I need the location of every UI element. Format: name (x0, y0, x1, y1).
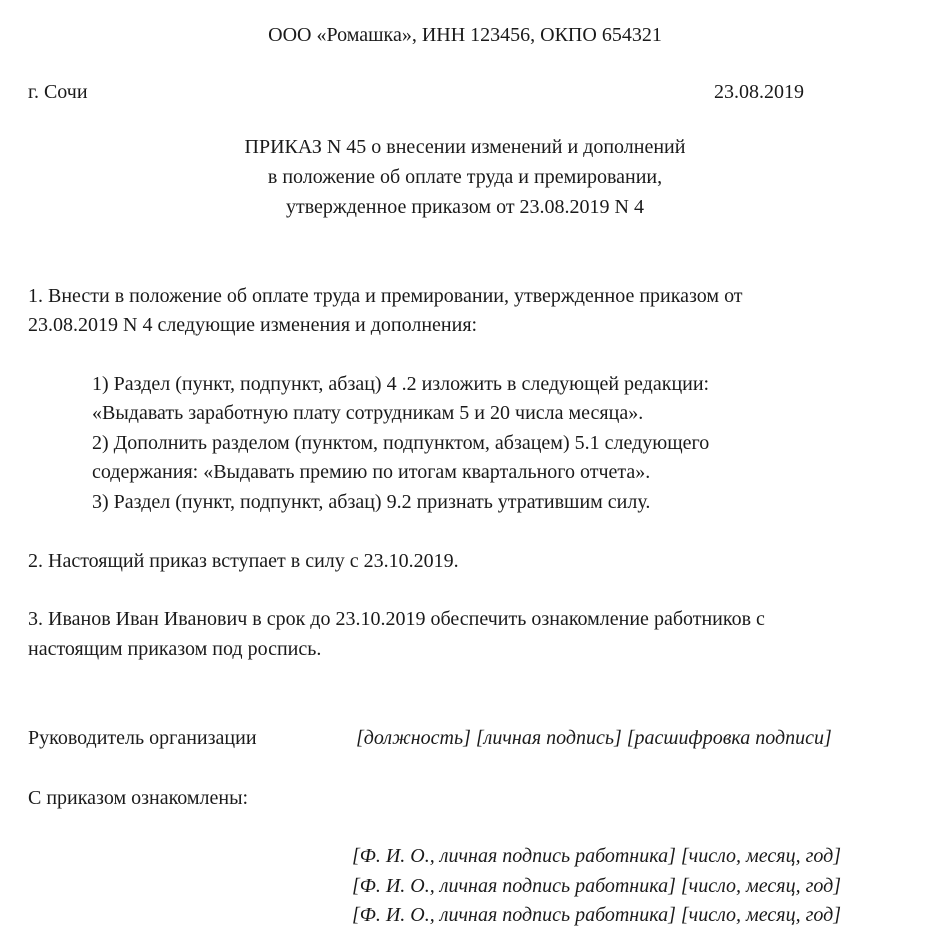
order-date: 23.08.2019 (714, 81, 804, 103)
item-2: 2. Настоящий приказ вступает в силу с 23.10.2019. (28, 550, 459, 572)
item-1-line-2: 23.08.2019 N 4 следующие изменения и дополнения: (28, 314, 478, 336)
organization-header: ООО «Ромашка», ИНН 123456, ОКПО 654321 (268, 24, 662, 46)
subitem-2-line-2: содержания: «Выдавать премию по итогам квартального отчета». (92, 461, 651, 483)
signature-placeholder: [должность] [личная подпись] [расшифровка подписи] (356, 727, 832, 749)
subitem-1-line-1: 1) Раздел (пункт, подпункт, абзац) 4 .2 изложить в следующей редакции: (92, 373, 710, 395)
acknowledgement-entry: [Ф. И. О., личная подпись работника] [число, месяц, год] (352, 875, 842, 897)
subitem-3-line-1: 3) Раздел (пункт, подпункт, абзац) 9.2 признать утратившим силу. (92, 491, 651, 513)
item-3-line-2: настоящим приказом под роспись. (28, 638, 322, 660)
acknowledgement-entry: [Ф. И. О., личная подпись работника] [число, месяц, год] (352, 845, 842, 867)
order-title-line-2: в положение об оплате труда и премировании, (267, 166, 663, 188)
acknowledgement-label: С приказом ознакомлены: (28, 787, 249, 809)
item-3-line-1: 3. Иванов Иван Иванович в срок до 23.10.2019 обеспечить ознакомление работников с (28, 608, 765, 630)
item-1-line-1: 1. Внести в положение об оплате труда и премировании, утвержденное приказом от (28, 285, 743, 307)
order-title-line-3: утвержденное приказом от 23.08.2019 N 4 (285, 196, 645, 218)
subitem-2-line-1: 2) Дополнить разделом (пунктом, подпунктом, абзацем) 5.1 следующего (92, 432, 710, 454)
signature-label: Руководитель организации (28, 727, 257, 749)
order-title-line-1: ПРИКАЗ N 45 о внесении изменений и дополнений (244, 136, 686, 158)
subitem-1-line-2: «Выдавать заработную плату сотрудникам 5 и 20 числа месяца». (92, 402, 644, 424)
acknowledgement-entry: [Ф. И. О., личная подпись работника] [число, месяц, год] (352, 904, 842, 926)
city: г. Сочи (28, 81, 88, 103)
